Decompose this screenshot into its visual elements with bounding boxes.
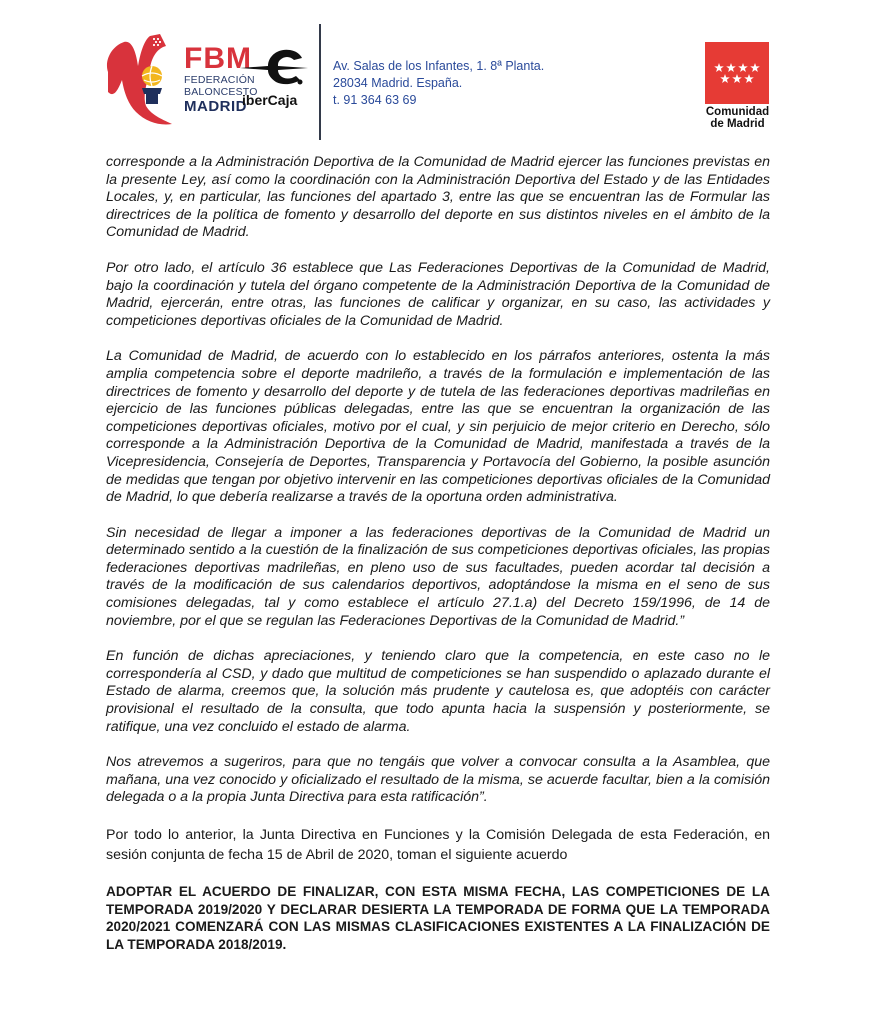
paragraph-federaciones-facultades: Sin necesidad de llegar a imponer a las federaciones deportivas de la Comunidad de Madrid un determinado sentido a la cuestión de la finalización de sus competiciones deportivas oficiales, las propias federaciones deportivas madrileñas, en pleno uso de sus facultades, pueden acordar tal decisión a través de la modificación de sus calendarios deportivos, adoptándose la misma en el seno de sus comisiones delegadas, tal y como establece el artículo 27.1.a) del Decreto 159/1996, de 14 de noviembre, por el que se regulan las Federaciones Deportivas de la Comunidad de Madrid.” (106, 524, 770, 629)
address-street: Av. Salas de los Infantes, 1. 8ª Planta. (333, 59, 545, 73)
letterhead (0, 0, 871, 150)
ibercaja-wordmark: iberCaja (242, 92, 298, 108)
cam-line-comunidad: Comunidad (705, 106, 770, 118)
paragraph-acuerdo: ADOPTAR EL ACUERDO DE FINALIZAR, CON ESTA MISMA FECHA, LAS COMPETICIONES DE LA TEMPORADA 2019/2020 Y DECLARAR DESIERTA LA TEMPORADA DE FORMA QUE LA TEMPORADA 2020/2021 COMENZARÁ CON LAS MISMAS CLASIFICACIONES EXISTENTES A LA FINALIZACIÓN DE LA TEMPORADA 2018/2019. (106, 884, 770, 952)
address-city: 28034 Madrid. España. (333, 76, 463, 90)
fbm-acronym: FBM (184, 42, 252, 75)
fbm-line-madrid: MADRID (184, 98, 247, 115)
paragraph-competencias: corresponde a la Administración Deportiva de la Comunidad de Madrid ejercer las funciones previstas en la presente Ley, así como la coordinación con la Administración Deportiva del Estado y de las Entidades Locales, y, en particular, las funciones del apartado 3, entre las que se encuentran las de Formular las directrices de la política de fomento y desarrollo del deporte en sus distintos niveles en el ámbito de la Comunidad de Madrid. (106, 154, 770, 241)
ibercaja-logo (238, 46, 310, 116)
seven-stars-icon (705, 42, 769, 104)
header-divider (319, 24, 321, 140)
paragraph-articulo-36: Por otro lado, el artículo 36 establece que Las Federaciones Deportivas de la Comunidad de Madrid, bajo la coordinación y tutela del órgano competente de la Administración Deportiva de la Comunidad de Madrid, ejercerán, entre otras, las funciones de calificar y organizar, en su caso, las actividades y competiciones deportivas oficiales de la Comunidad de Madrid. (106, 259, 770, 329)
ibercaja-emblem-icon (238, 46, 310, 88)
paragraph-junta-directiva: Por todo lo anterior, la Junta Directiva en Funciones y la Comisión Delegada de esta Federación, en sesión conjunta de fecha 15 de Abril de 2020, toman el siguiente acuerdo (106, 827, 770, 863)
paragraph-comunidad-competencia: La Comunidad de Madrid, de acuerdo con lo establecido en los párrafos anteriores, ostenta la más amplia competencia sobre el deporte madrileño, a través de la formulación e implementación de las directrices de fomento y desarrollo del deporte y de tutela de las federaciones deportivas madrileñas en ejercicio de las funciones públicas delegadas, entre las que se encuentran la organización de las competiciones deportivas oficiales, motivo por el cual, y sin perjuicio de mejor criterio en Derecho, sólo corresponde a la Administración Deportiva de la Comunidad de Madrid, manifestada a través de la Vicepresidencia, Consejería de Deportes, Transparencia y Portavocía del Gobierno, la posible asunción de medidas que tengan por objetivo intervenir en las competiciones deportivas oficiales de la Comunidad de Madrid, lo que debería realizarse a través de la oportuna orden administrativa. (106, 348, 770, 506)
cam-line-de-madrid: de Madrid (710, 118, 765, 130)
fbm-line-baloncesto: BALONCESTO (184, 86, 258, 98)
paragraph-sugerencia-asamblea: Nos atrevemos a sugeriros, para que no tengáis que volver a convocar consulta a la Asamblea, que mañana, una vez conocido y oficializado el resultado de la misma, se acuerde facultar, bien a la comisión delegada o a la propia Junta Directiva para esta ratificación”. (106, 754, 770, 806)
paragraph-csd-apreciaciones: En función de dichas apreciaciones, y teniendo claro que la competencia, en este caso no le correspondería al CSD, y dado que multitud de competiciones se han suspendido o aplazado durante el Estado de alarma, creemos que, la solución más prudente y cautelosa es, que adoptéis con carácter provisional el resultado de la consulta, que todo apunta hacia la suspensión y posteriormente, se ratifique, una vez concluido el estado de alarma. (106, 648, 770, 735)
madrid-flag-icon (705, 42, 769, 104)
fbm-logo (102, 32, 258, 128)
address-phone: t. 91 364 63 69 (333, 93, 417, 107)
fbm-line-federacion: FEDERACIÓN (184, 74, 255, 86)
comunidad-madrid-wordmark (700, 106, 775, 130)
fbm-emblem-icon (102, 32, 182, 128)
comunidad-madrid-logo (700, 40, 775, 132)
document-body (106, 154, 770, 971)
address-block (333, 58, 544, 109)
